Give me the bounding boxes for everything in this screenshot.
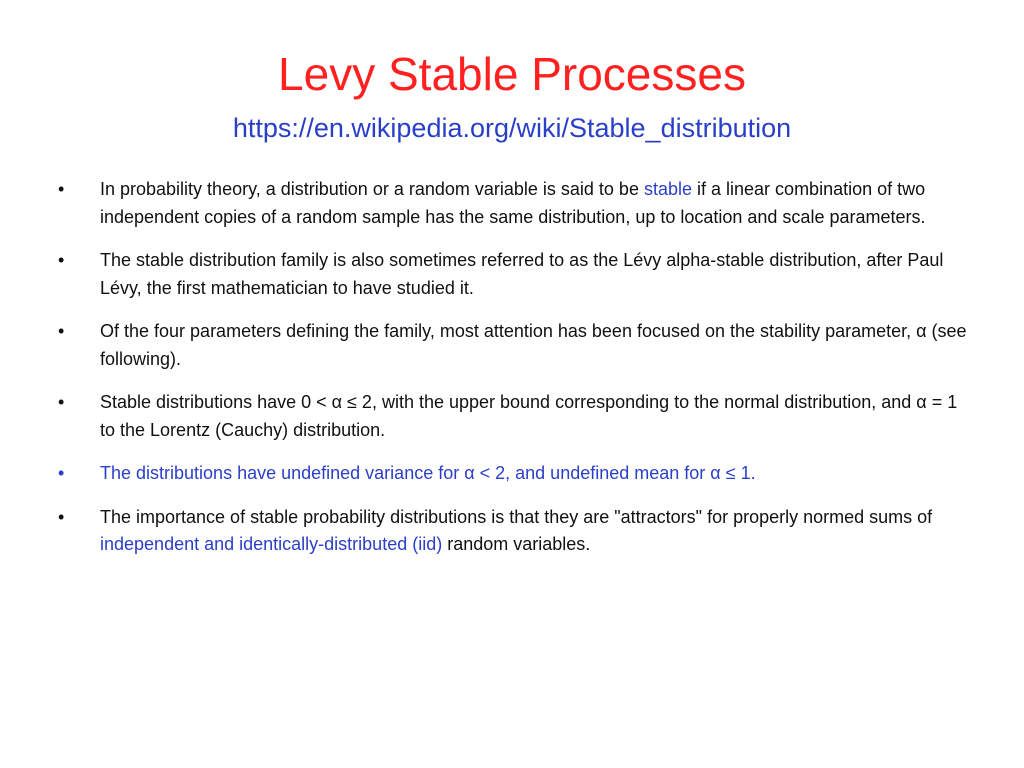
bullet-marker: •	[58, 463, 65, 483]
bullet-item-stable-definition	[0, 176, 1024, 231]
bullet-text: Stable distributions have 0 < α ≤ 2, with the upper bound corresponding to the normal distribution, and α = 1 to the Lorentz (Cauchy) distribution.	[100, 392, 958, 440]
bullet-item-stability-parameter	[0, 318, 1024, 373]
bullet-item-attractors	[0, 504, 1024, 559]
bullet-text-part: random variables.	[442, 534, 591, 554]
bullet-text-part: In probability theory, a distribution or a random variable is said to be	[100, 179, 644, 199]
bullet-text-part: if a linear combination of two independent copies of a random sample has the same distribution, up to location and scale parameters.	[100, 179, 926, 227]
bullet-text: Of the four parameters defining the family, most attention has been focused on the stability parameter, α (see following).	[100, 321, 967, 369]
bullet-list	[0, 176, 1024, 575]
slide-title: Levy Stable Processes	[278, 48, 746, 100]
bullet-marker: •	[58, 250, 65, 270]
bullet-marker: •	[58, 392, 65, 412]
bullet-text-part: The importance of stable probability distributions is that they are "attractors" for properly normed sums of	[100, 506, 933, 527]
bullet-marker: •	[58, 506, 65, 527]
bullet-text: The stable distribution family is also sometimes referred to as the Lévy alpha-stable distribution, after Paul Lévy, the first mathematician to have studied it.	[100, 250, 944, 298]
bullet-item-undefined-moments	[0, 460, 1024, 488]
bullet-item-levy-alpha-stable	[0, 247, 1024, 302]
highlight-term-iid: independent and identically-distributed (iid)	[100, 534, 443, 554]
bullet-marker: •	[58, 321, 65, 341]
bullet-text: The distributions have undefined variance for α < 2, and undefined mean for α ≤ 1.	[100, 463, 756, 483]
source-url: https://en.wikipedia.org/wiki/Stable_distribution	[232, 113, 792, 143]
highlight-term-stable: stable	[643, 179, 693, 199]
bullet-marker: •	[58, 179, 65, 199]
bullet-item-alpha-range	[0, 389, 1024, 444]
